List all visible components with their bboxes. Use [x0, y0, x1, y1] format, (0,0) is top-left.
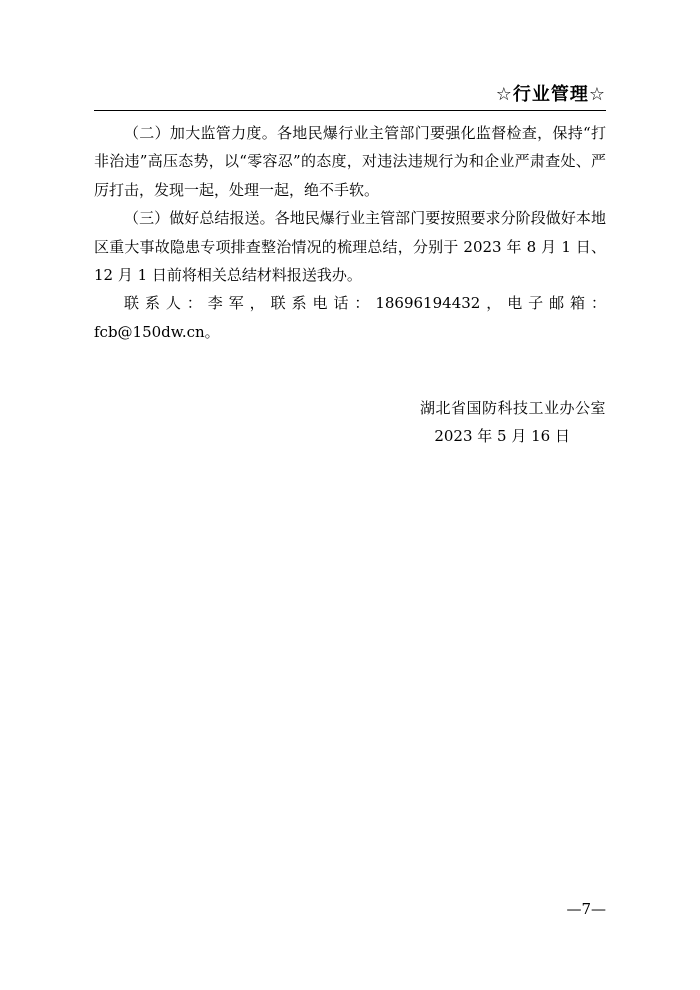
section-header-title: ☆行业管理☆	[495, 84, 606, 105]
paragraph-contact-info: 联系人：李军，联系电话：18696194432，电子邮箱：fcb@150dw.cn。	[94, 294, 606, 341]
document-body	[94, 119, 606, 346]
header-divider	[94, 110, 606, 111]
paragraph-strengthen-supervision: （二）加大监管力度。各地民爆行业主管部门要强化监督检查，保持“打非治违”高压态势，以“零容忍”的态度，对违法违规行为和企业严肃查处、严厉打击，发现一起，处理一起，绝不手软。	[94, 124, 606, 199]
page-number: —7—	[566, 900, 606, 918]
signature-block	[386, 394, 606, 451]
paragraph-summary-report: （三）做好总结报送。各地民爆行业主管部门要按照要求分阶段做好本地区重大事故隐患专项排查整治情况的梳理总结，分别于 2023 年 8 月 1 日、12 月 1 日前将相关总结材料报送我办。	[94, 209, 606, 285]
issue-date: 2023 年 5 月 16 日	[434, 427, 570, 446]
issuing-organization: 湖北省国防科技工业办公室	[419, 399, 606, 417]
